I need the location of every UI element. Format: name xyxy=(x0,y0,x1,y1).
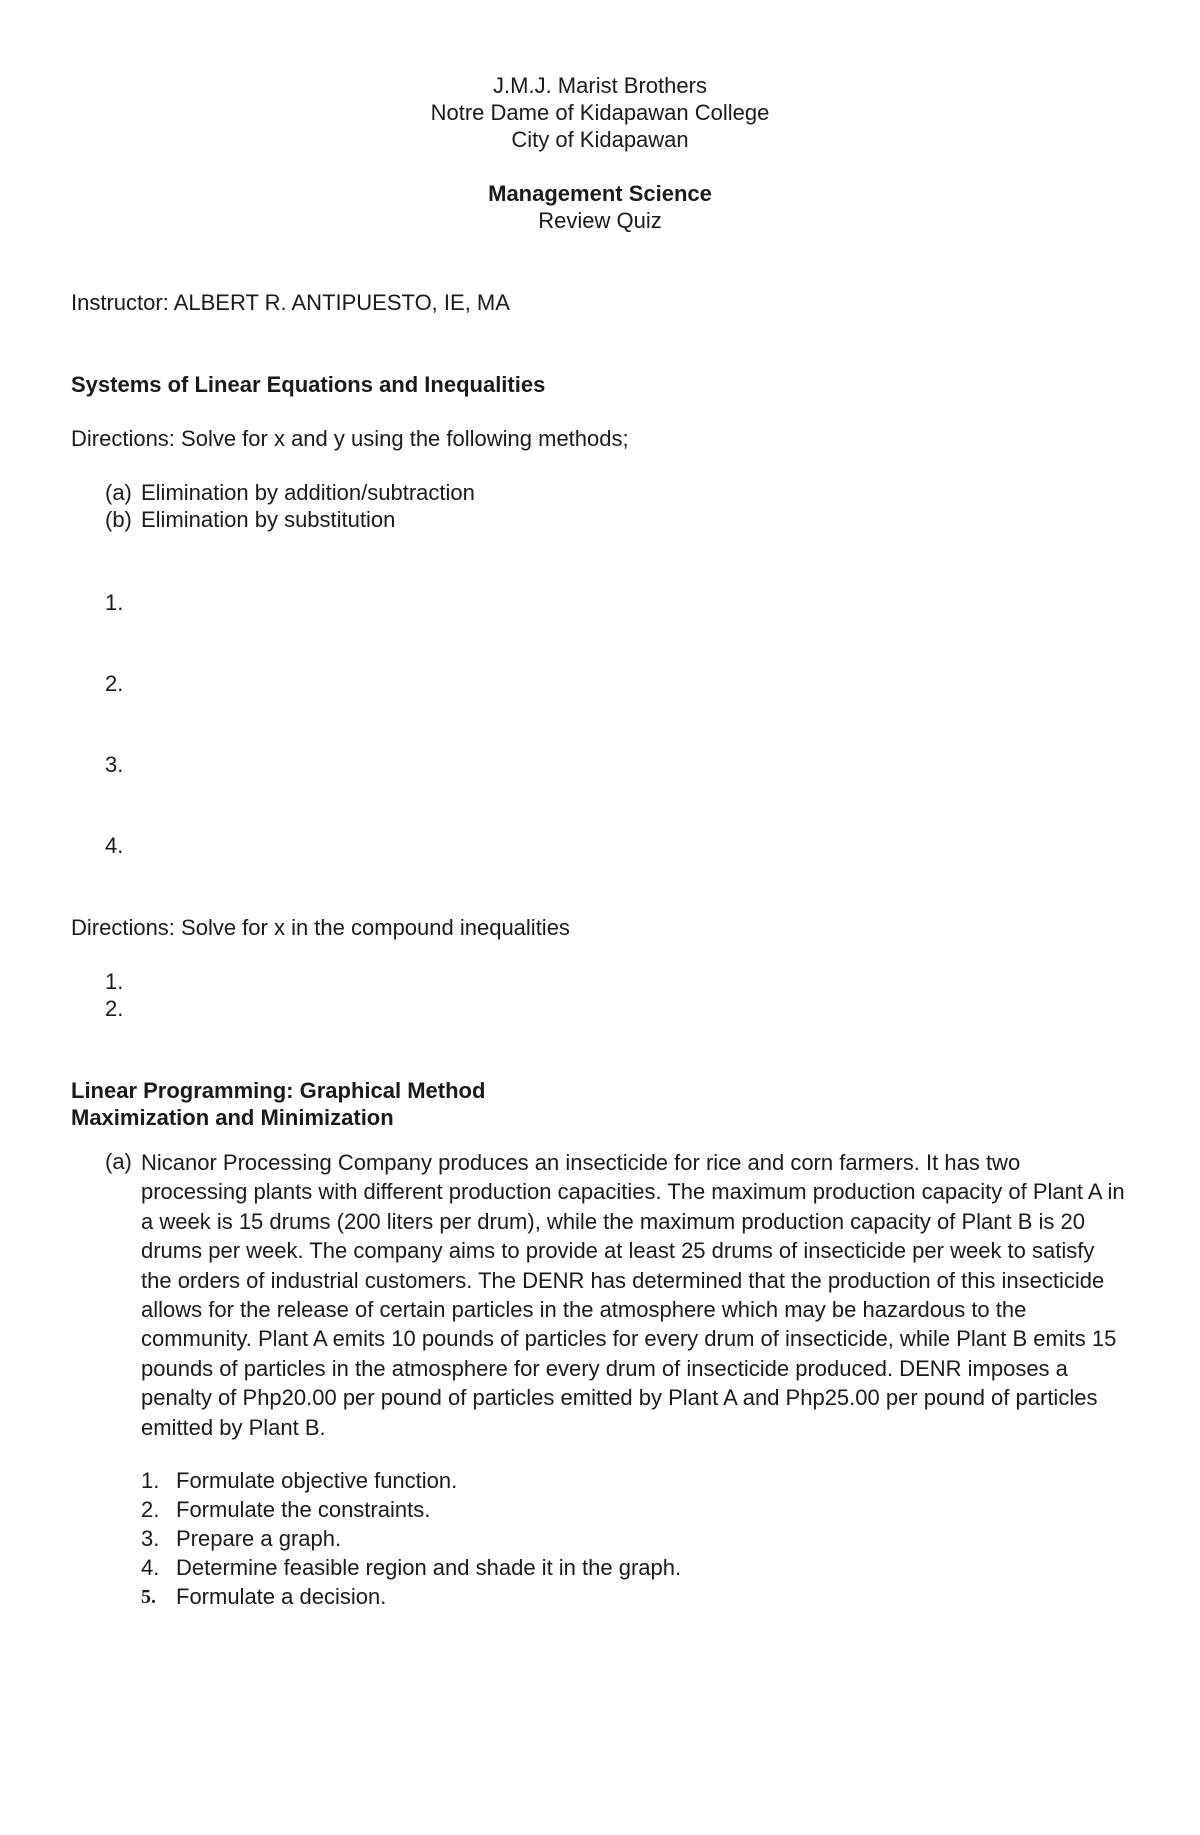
directions-methods: Directions: Solve for x and y using the following methods; xyxy=(71,426,629,451)
task-text: Formulate objective function. xyxy=(176,1468,458,1493)
problem-number: 3. xyxy=(105,752,124,777)
task-number: 2. xyxy=(141,1497,160,1522)
directions-inequalities: Directions: Solve for x in the compound inequalities xyxy=(71,915,570,940)
problem-label: (a) xyxy=(105,1149,132,1174)
school-city: City of Kidapawan xyxy=(511,127,689,152)
problem-number: 2. xyxy=(105,671,124,696)
task-text: Formulate the constraints. xyxy=(176,1497,431,1522)
task-text: Prepare a graph. xyxy=(176,1526,342,1551)
method-text: Elimination by substitution xyxy=(141,507,396,532)
section-subtitle-max-min: Maximization and Minimization xyxy=(71,1105,394,1130)
inequality-number: 2. xyxy=(105,996,124,1021)
problem-number: 1. xyxy=(105,590,124,615)
task-text: Determine feasible region and shade it in the graph. xyxy=(176,1555,682,1580)
school-name-line1: J.M.J. Marist Brothers xyxy=(493,73,707,98)
task-number: 3. xyxy=(141,1526,160,1551)
method-label: (a) xyxy=(105,480,132,505)
school-name-line2: Notre Dame of Kidapawan College xyxy=(430,100,770,125)
instructor-line: Instructor: ALBERT R. ANTIPUESTO, IE, MA xyxy=(71,290,510,315)
section-title-linear-programming: Linear Programming: Graphical Method xyxy=(71,1078,486,1103)
course-title: Management Science xyxy=(488,181,712,206)
inequality-number: 1. xyxy=(105,969,124,994)
task-number: 5. xyxy=(141,1586,156,1608)
problem-number: 4. xyxy=(105,833,124,858)
task-number: 4. xyxy=(141,1555,160,1580)
task-number: 1. xyxy=(141,1468,160,1493)
quiz-subtitle: Review Quiz xyxy=(538,208,662,233)
method-label: (b) xyxy=(105,507,132,532)
task-text: Formulate a decision. xyxy=(176,1584,387,1609)
section-title-linear-systems: Systems of Linear Equations and Inequalities xyxy=(71,372,546,397)
method-text: Elimination by addition/subtraction xyxy=(141,480,475,505)
word-problem-text: Nicanor Processing Company produces an insecticide for rice and corn farmers. It has two processing plants with different production capacities. The maximum production capacity of Plant A in a week is 15 drums (200 liters per drum), while the maximum production capacity of Plant B is 20 drums per week. The company aims to provide at least 25 drums of insecticide per week to satisfy the orders of industrial customers. The DENR has determined that the production of this insecticide allows for the release of certain particles in the atmosphere which may be hazardous to the community. Plant A emits 10 pounds of particles for every drum of insecticide, while Plant B emits 15 pounds of particles in the atmosphere for every drum of insecticide produced. DENR imposes a penalty of Php20.00 per pound of particles emitted by Plant A and Php25.00 per pound of particles emitted by Plant B. xyxy=(141,1150,1125,1440)
